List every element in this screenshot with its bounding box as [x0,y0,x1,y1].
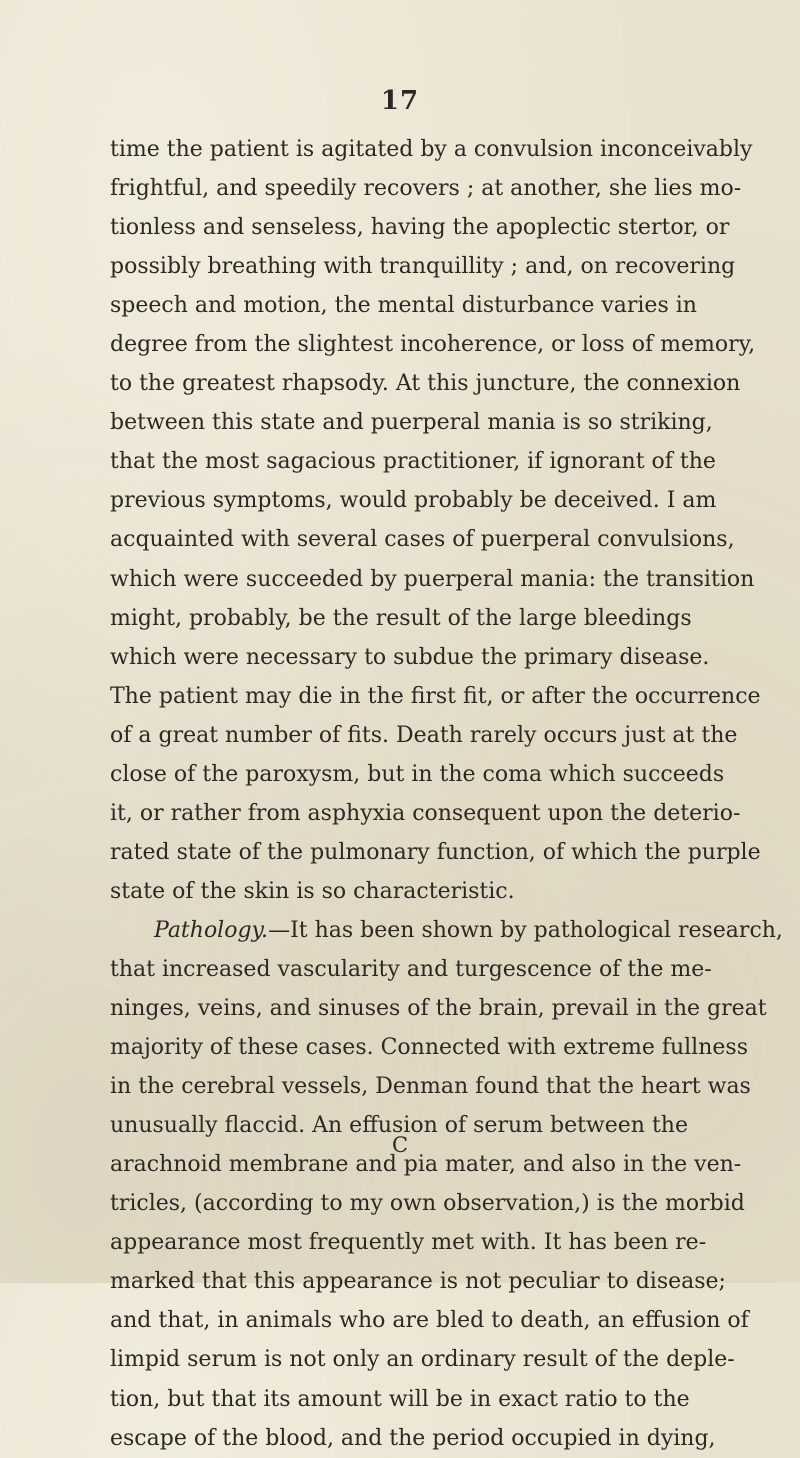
text-line: which were necessary to subdue the primary disease. [110,644,710,670]
text-line: rated state of the pulmonary function, of which the purple [110,839,761,865]
text-line: The patient may die in the first fit, or after the occurrence [110,683,761,709]
text-line: limpid serum is not only an ordinary result of the deple- [110,1347,735,1373]
text-line: speech and motion, the mental disturbance varies in [110,293,697,319]
text-line: state of the skin is so characteristic. [110,878,515,904]
text-line: it, or rather from asphyxia consequent upon the deterio- [110,800,741,826]
text-line: appearance most frequently met with. It has been re- [110,1230,707,1256]
text-line: and that, in animals who are bled to death, an effusion of [110,1308,749,1334]
text-line: tion, but that its amount will be in exact ratio to the [110,1386,690,1412]
page-number: 17 [380,86,420,116]
text-line: to the greatest rhapsody. At this juncture, the connexion [110,371,741,397]
signature-mark: C [391,1133,409,1157]
pathology-heading: Pathology. [154,917,269,943]
text-line: marked that this appearance is not peculiar to disease; [110,1269,726,1295]
text-line: might, probably, be the result of the large bleedings [110,605,692,631]
text-line: arachnoid membrane and pia mater, and also in the ven- [110,1152,742,1178]
text-line: ninges, veins, and sinuses of the brain, prevail in the great [110,996,767,1022]
text-line: time the patient is agitated by a convulsion inconceivably [110,137,753,162]
text-line: of a great number of fits. Death rarely occurs just at the [110,722,738,748]
text-line: escape of the blood, and the period occupied in dying, [110,1425,716,1451]
text-line: frightful, and speedily recovers ; at another, she lies mo- [110,176,742,202]
text-line: majority of these cases. Connected with extreme fullness [110,1035,748,1061]
text-line: in the cerebral vessels, Denman found that the heart was [110,1074,751,1100]
body-text [110,130,783,1458]
text-line: that the most sagacious practitioner, if ignorant of the [110,449,716,475]
text-line: possibly breathing with tranquillity ; and, on recovering [110,254,736,280]
text-line: degree from the slightest incoherence, or loss of memory, [110,332,756,358]
text-line: which were succeeded by puerperal mania: the transition [110,566,755,592]
text-line: tionless and senseless, having the apoplectic stertor, or [110,215,730,241]
text-line: close of the paroxysm, but in the coma which succeeds [110,761,725,787]
text-line: unusually flaccid. An effusion of serum between the [110,1113,688,1139]
pathology-paragraph-start [110,911,783,950]
text-line: tricles, (according to my own observation,) is the morbid [110,1191,745,1217]
pathology-first-line: —It has been shown by pathological research, [268,917,783,943]
text-line: acquainted with several cases of puerperal convulsions, [110,527,735,553]
text-line: previous symptoms, would probably be deceived. I am [110,488,717,514]
text-line: that increased vascularity and turgescence of the me- [110,956,712,982]
text-line: between this state and puerperal mania is so striking, [110,410,713,436]
